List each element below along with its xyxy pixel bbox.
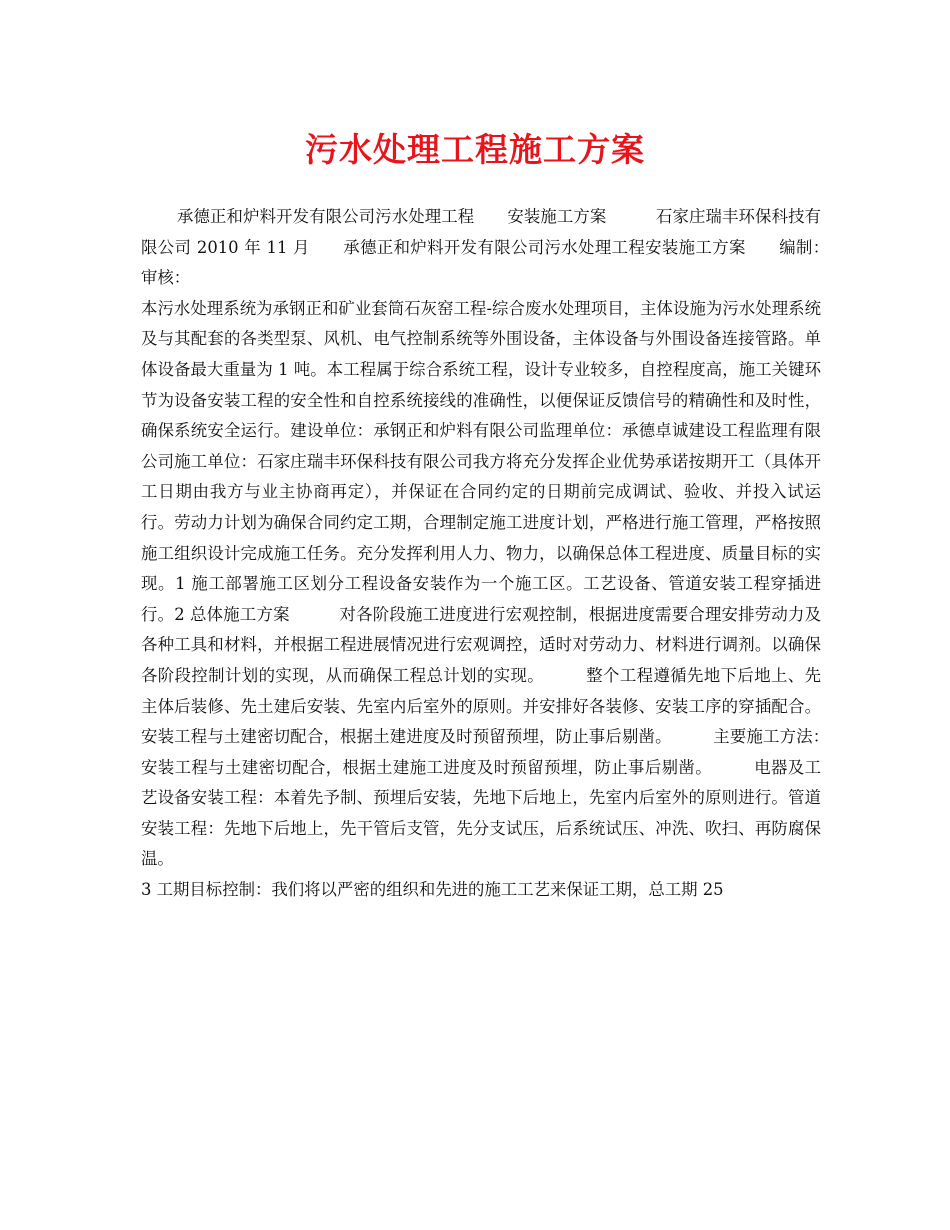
body-paragraph: 本污水处理系统为承钢正和矿业套筒石灰窑工程-综合废水处理项目，主体设施为污水处理系统及与其配套的各类型泵、风机、电气控制系统等外围设备，主体设备与外围设备连接管路。单体设备最大重量为 1 吨。本工程属于综合系统工程，设计专业较多，自控程度高，施工关键环节为设备安装工程的安全性和自控系统接线的准确性，以便保证反馈信号的精确性和及时性，确保系统安全运行。建设单位：承钢正和炉料有限公司监理单位：承德卓诚建设工程监理有限公司施工单位：石家庄瑞丰环保科技有限公司我方将充分发挥企业优势承诺按期开工（具体开工日期由我方与业主协商再定），并保证在合同约定的日期前完成调试、验收、并投入试运行。劳动力计划为确保合同约定工期，合理制定施工进度计划，严格进行施工管理，严格按照施工组织设计完成施工任务。充分发挥利用人力、物力，以确保总体工程进度、质量目标的实现。1 施工部署施工区划分工程设备安装作为一个施工区。工艺设备、管道安装工程穿插进行。2 总体施工方案 对各阶段施工进度进行宏观控制，根据进度需要合理安排劳动力及各种工具和材料，并根据工程进展情况进行宏观调控，适时对劳动力、材料进行调剂。以确保各阶段控制计划的实现，从而确保工程总计划的实现。 整个工程遵循先地下后地上、先主体后装修、先土建后安装、先室内后室外的原则。并安排好各装修、安装工序的穿插配合。安装工程与土建密切配合，根据土建进度及时预留预埋，防止事后剔凿。 主要施工方法： 安装工程与土建密切配合，根据土建施工进度及时预留预埋，防止事后剔凿。 电器及工艺设备安装工程：本着先予制、预埋后安装，先地下后地上，先室内后室外的原则进行。管道安装工程：先地下后地上，先干管后支管，先分支试压，后系统试压、冲洗、吹扫、再防腐保温。 xyxy=(141,298,871,869)
page-title: 污水处理工程施工方案 xyxy=(305,130,645,169)
closing-paragraph: 3 工期目标控制：我们将以严密的组织和先进的施工工艺来保证工期，总工期 25 xyxy=(141,880,724,900)
header-paragraph: 承德正和炉料开发有限公司污水处理工程 安装施工方案 石家庄瑞丰环保科技有限公司 2010 年 11 月 承德正和炉料开发有限公司污水处理工程安装施工方案 编制： 审核： xyxy=(141,207,854,288)
document-body xyxy=(141,202,871,906)
